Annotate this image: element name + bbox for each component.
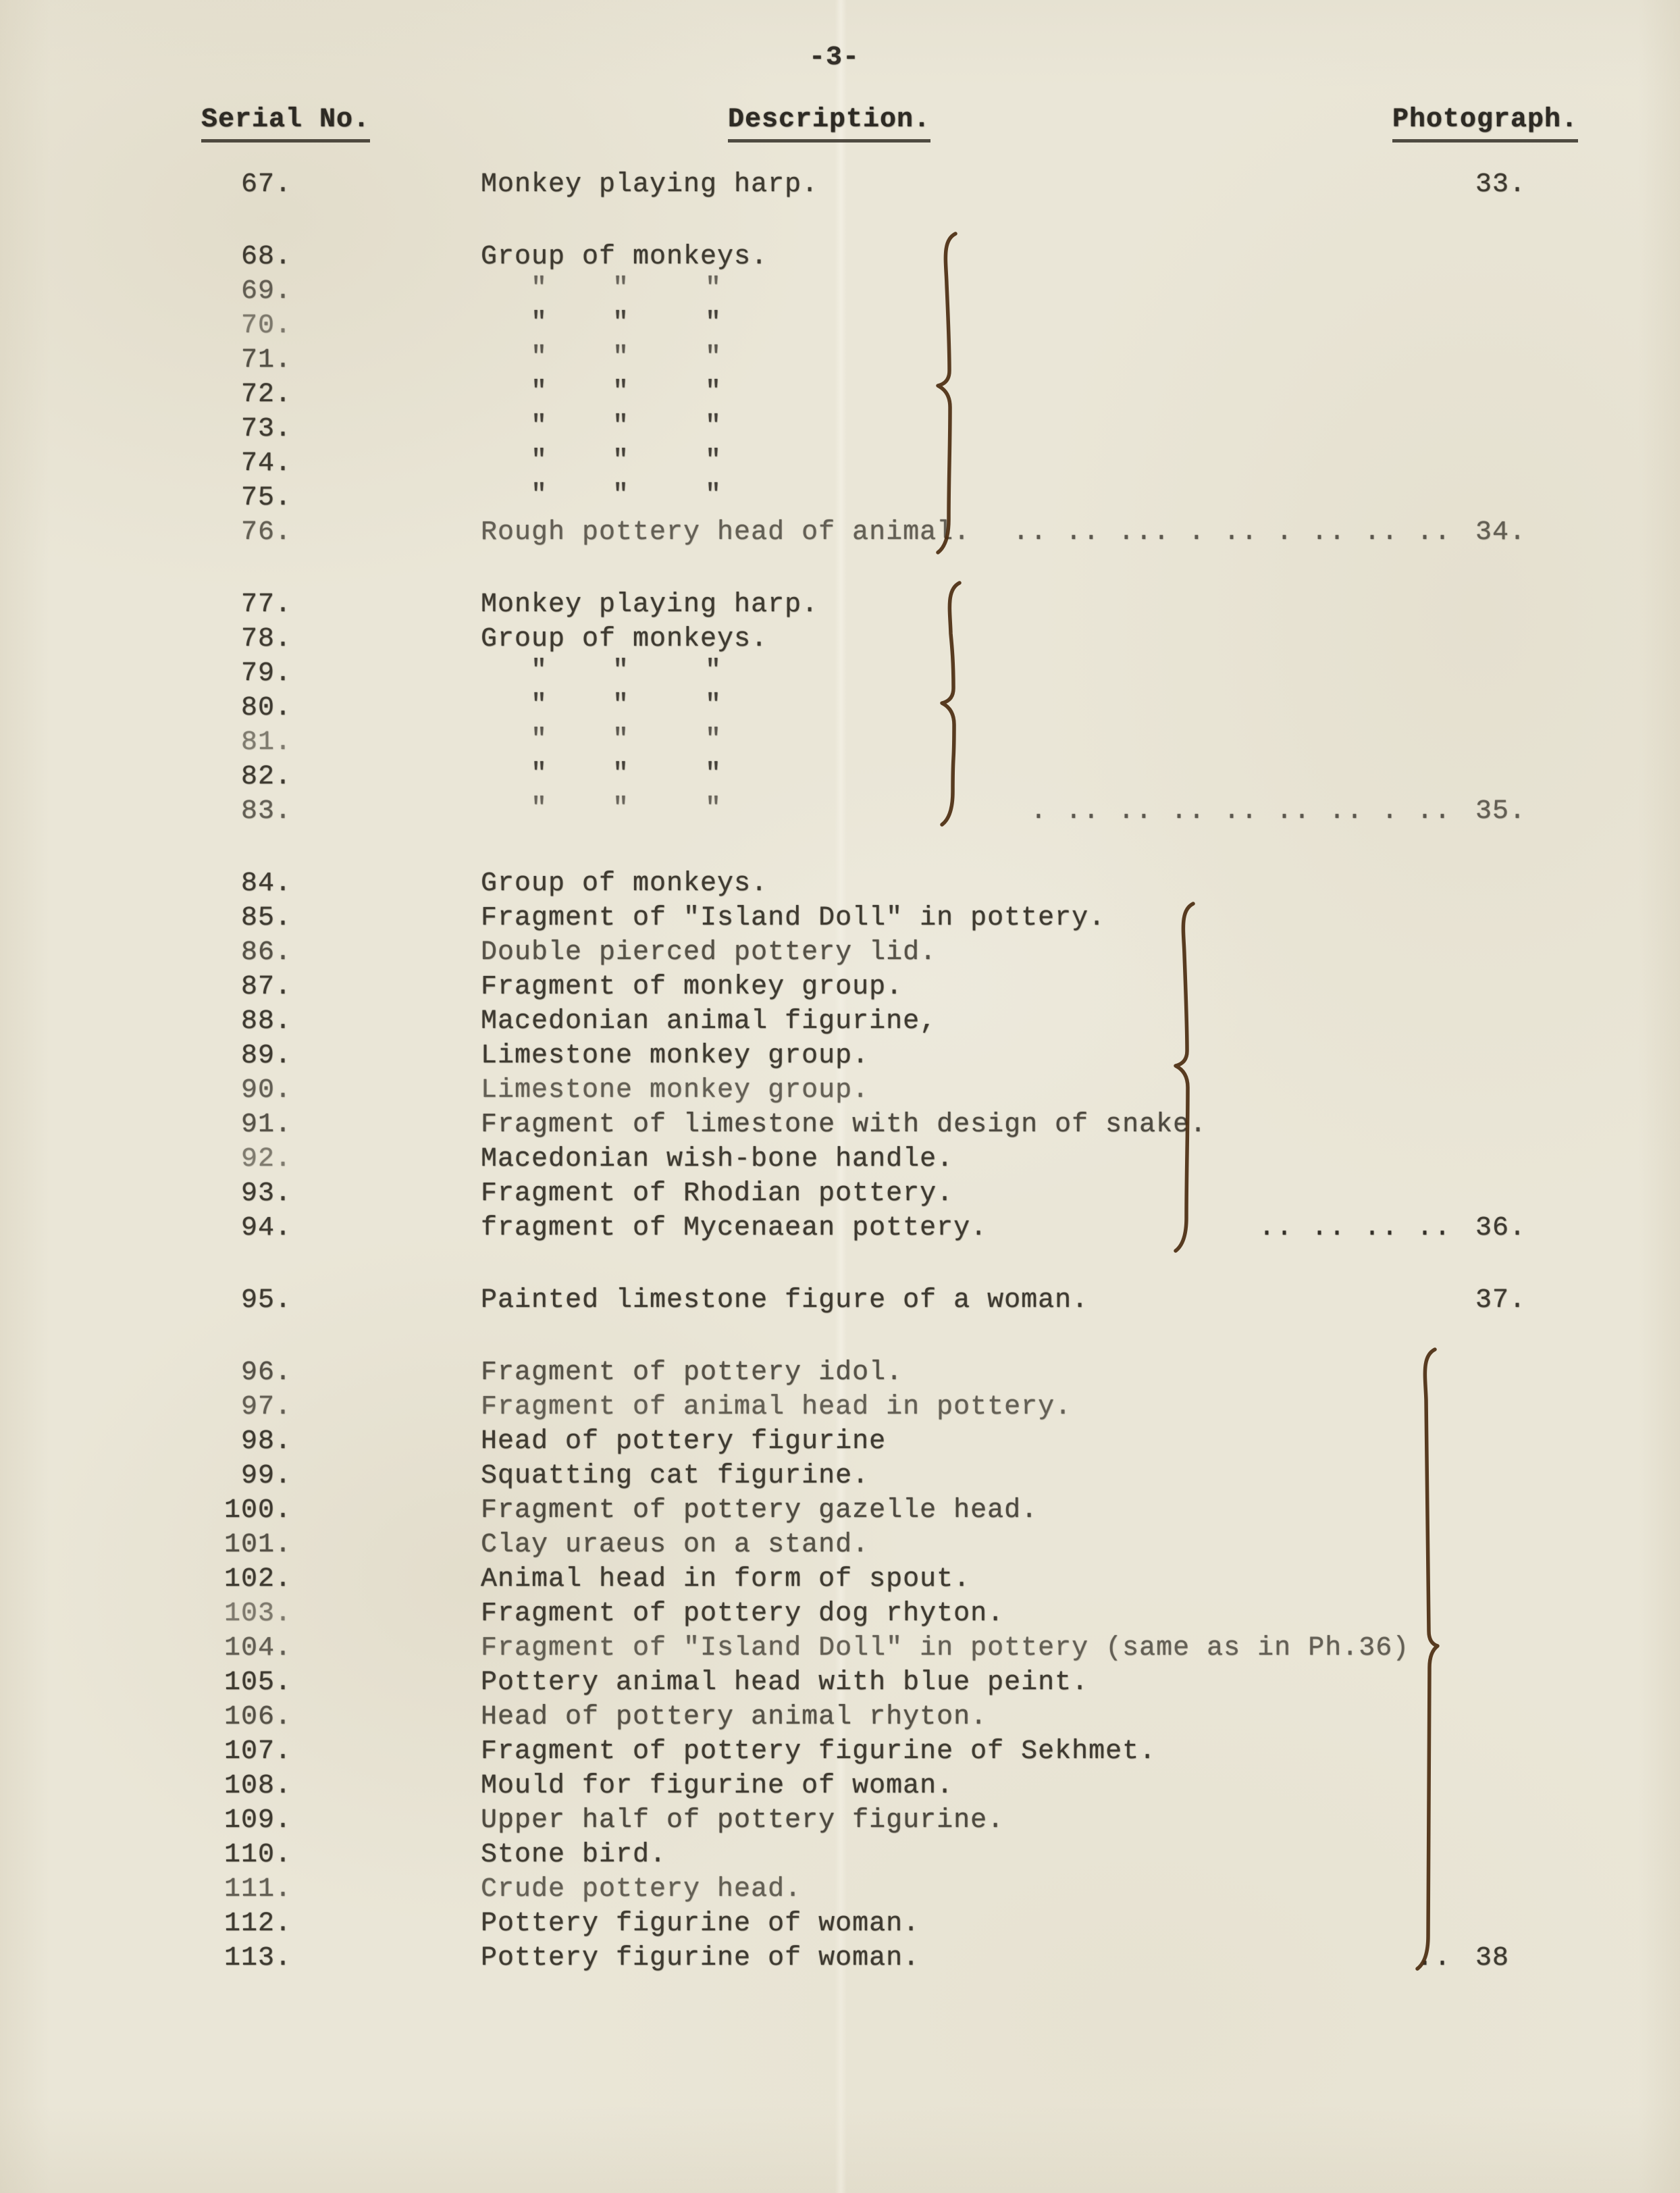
serial-cell: 78.: [240, 624, 292, 654]
serial-cell: 88.: [240, 1006, 292, 1037]
photograph-number-cell: 37.: [1475, 1285, 1527, 1316]
table-row: [0, 167, 1680, 202]
table-row: [0, 1424, 1680, 1459]
table-row: [0, 1459, 1680, 1493]
table-row: [0, 656, 1680, 691]
serial-cell: 98.: [240, 1426, 292, 1457]
ditto-mark: ": [531, 656, 548, 686]
description-cell: Clay uraeus on a stand.: [481, 1530, 870, 1560]
ditto-mark: ": [705, 725, 723, 755]
serial-cell: 70.: [240, 311, 292, 341]
serial-cell: 97.: [240, 1392, 292, 1422]
ditto-mark: ": [705, 794, 723, 824]
serial-cell: 91.: [240, 1110, 292, 1140]
serial-cell: 74.: [240, 448, 292, 479]
ditto-mark: ": [612, 274, 630, 304]
description-cell: Pottery figurine of woman.: [481, 1909, 920, 1939]
serial-cell: 100.: [224, 1495, 292, 1526]
serial-cell: 71.: [240, 345, 292, 376]
ditto-mark: ": [705, 411, 723, 442]
ditto-mark: ": [531, 377, 548, 407]
serial-cell: 81.: [240, 727, 292, 758]
ditto-mark: ": [705, 480, 723, 511]
table-row: [0, 343, 1680, 378]
table-row: [0, 1803, 1680, 1838]
table-row: [0, 515, 1680, 550]
ditto-mark: ": [612, 690, 630, 721]
description-cell: Group of monkeys.: [481, 624, 768, 654]
table-row: [0, 1108, 1680, 1142]
table-row: [0, 1073, 1680, 1108]
description-cell: Pottery figurine of woman.: [481, 1943, 920, 1973]
ditto-mark: ": [531, 274, 548, 304]
table-row: [0, 1004, 1680, 1039]
table-row: [0, 691, 1680, 725]
dotted-leader: . .. .. .. .. .. .. . ..: [1030, 796, 1452, 827]
table-row: [0, 588, 1680, 622]
serial-cell: 90.: [240, 1075, 292, 1106]
description-cell: Rough pottery head of animal.: [481, 517, 971, 548]
serial-cell: 82.: [240, 762, 292, 792]
serial-cell: 69.: [240, 276, 292, 307]
description-cell: Monkey playing harp.: [481, 590, 819, 620]
ditto-mark: ": [612, 411, 630, 442]
table-row: [0, 240, 1680, 274]
description-cell: Fragment of "Island Doll" in pottery.: [481, 903, 1106, 933]
ditto-mark: ": [612, 446, 630, 476]
serial-cell: 110.: [224, 1840, 292, 1870]
column-header-description: Description.: [728, 103, 930, 143]
description-cell: Fragment of monkey group.: [481, 972, 903, 1002]
serial-cell: 68.: [240, 242, 292, 272]
serial-cell: 106.: [224, 1702, 292, 1732]
dotted-leader: .. .. ... . .. . .. .. ..: [1012, 517, 1452, 548]
table-row: [0, 1941, 1680, 1976]
serial-cell: 85.: [240, 903, 292, 933]
serial-cell: 103.: [224, 1599, 292, 1629]
ditto-mark: ": [612, 794, 630, 824]
ditto-mark: ": [612, 342, 630, 373]
description-cell: Fragment of limestone with design of snake.: [481, 1110, 1207, 1140]
table-row: [0, 1872, 1680, 1907]
description-cell: Crude pottery head.: [481, 1874, 802, 1905]
table-row: [0, 1142, 1680, 1177]
description-cell: Animal head in form of spout.: [481, 1564, 971, 1595]
ditto-mark: ": [705, 446, 723, 476]
ditto-mark: ": [531, 725, 548, 755]
description-cell: Head of pottery animal rhyton.: [481, 1702, 988, 1732]
table-row: [0, 412, 1680, 446]
description-cell: Limestone monkey group.: [481, 1075, 870, 1106]
description-cell: Group of monkeys.: [481, 242, 768, 272]
table-row: [0, 1907, 1680, 1941]
ditto-mark: ": [531, 690, 548, 721]
table-row: [0, 725, 1680, 760]
description-cell: Macedonian wish-bone handle.: [481, 1144, 954, 1175]
table-row: [0, 1283, 1680, 1318]
serial-cell: 79.: [240, 659, 292, 689]
ditto-mark: ": [612, 480, 630, 511]
description-cell: Mould for figurine of woman.: [481, 1771, 954, 1801]
description-cell: Upper half of pottery figurine.: [481, 1805, 1005, 1836]
ditto-mark: ": [705, 308, 723, 338]
ditto-mark: ": [612, 308, 630, 338]
ditto-mark: ": [531, 480, 548, 511]
description-cell: Fragment of pottery gazelle head.: [481, 1495, 1039, 1526]
table-row: [0, 970, 1680, 1004]
description-cell: Group of monkeys.: [481, 869, 768, 899]
description-cell: Fragment of pottery dog rhyton.: [481, 1599, 1005, 1629]
serial-cell: 67.: [240, 170, 292, 200]
ditto-mark: ": [612, 377, 630, 407]
serial-cell: 93.: [240, 1179, 292, 1209]
page-number: -3-: [809, 43, 860, 73]
serial-cell: 84.: [240, 869, 292, 899]
table-row: [0, 1039, 1680, 1073]
serial-cell: 107.: [224, 1736, 292, 1767]
ditto-mark: ": [612, 725, 630, 755]
ditto-mark: ": [705, 377, 723, 407]
table-row: [0, 1700, 1680, 1734]
description-cell: fragment of Mycenaean pottery.: [481, 1213, 988, 1243]
serial-cell: 72.: [240, 380, 292, 410]
ditto-mark: ": [705, 690, 723, 721]
table-row: [0, 1666, 1680, 1700]
ditto-mark: ": [705, 656, 723, 686]
table-row: [0, 935, 1680, 970]
description-cell: Fragment of pottery idol.: [481, 1358, 903, 1388]
serial-cell: 89.: [240, 1041, 292, 1071]
table-row: [0, 794, 1680, 829]
table-row: [0, 1838, 1680, 1872]
table-row: [0, 1211, 1680, 1245]
ditto-mark: ": [531, 794, 548, 824]
ditto-mark: ": [705, 342, 723, 373]
table-row: [0, 274, 1680, 309]
table-row: [0, 309, 1680, 343]
ditto-mark: ": [531, 342, 548, 373]
photograph-number-cell: 34.: [1475, 517, 1527, 548]
description-cell: Fragment of animal head in pottery.: [481, 1392, 1072, 1422]
table-row: [0, 1390, 1680, 1424]
serial-cell: 101.: [224, 1530, 292, 1560]
description-cell: Limestone monkey group.: [481, 1041, 870, 1071]
description-cell: Monkey playing harp.: [481, 170, 819, 200]
table-row: [0, 1631, 1680, 1666]
serial-cell: 94.: [240, 1213, 292, 1243]
ditto-mark: ": [531, 759, 548, 790]
serial-cell: 87.: [240, 972, 292, 1002]
table-row: [0, 481, 1680, 515]
table-row: [0, 446, 1680, 481]
ditto-mark: ": [612, 759, 630, 790]
photograph-number-cell: 35.: [1475, 796, 1527, 827]
description-cell: Fragment of Rhodian pottery.: [481, 1179, 954, 1209]
serial-cell: 99.: [240, 1461, 292, 1491]
description-cell: Fragment of "Island Doll" in pottery (same as in Ph.36): [481, 1633, 1410, 1663]
column-header-photograph: Photograph.: [1392, 103, 1578, 143]
description-cell: Squatting cat figurine.: [481, 1461, 870, 1491]
serial-cell: 77.: [240, 590, 292, 620]
table-row: [0, 1597, 1680, 1631]
serial-cell: 102.: [224, 1564, 292, 1595]
table-row: [0, 1528, 1680, 1562]
serial-cell: 80.: [240, 693, 292, 723]
serial-cell: 111.: [224, 1874, 292, 1905]
table-row: [0, 1177, 1680, 1211]
description-cell: Double pierced pottery lid.: [481, 937, 937, 968]
description-cell: Fragment of pottery figurine of Sekhmet.: [481, 1736, 1157, 1767]
table-row: [0, 760, 1680, 794]
table-row: [0, 378, 1680, 412]
serial-cell: 104.: [224, 1633, 292, 1663]
table-row: [0, 1734, 1680, 1769]
serial-cell: 75.: [240, 483, 292, 513]
dotted-leader: .. .. .. ..: [1258, 1213, 1452, 1243]
photograph-number-cell: 36.: [1475, 1213, 1527, 1243]
ditto-mark: ": [612, 656, 630, 686]
ditto-mark: ": [705, 759, 723, 790]
serial-cell: 73.: [240, 414, 292, 444]
description-cell: Stone bird.: [481, 1840, 667, 1870]
serial-cell: 113.: [224, 1943, 292, 1973]
description-cell: Pottery animal head with blue peint.: [481, 1668, 1089, 1698]
table-row: [0, 1356, 1680, 1390]
serial-cell: 92.: [240, 1144, 292, 1175]
serial-cell: 108.: [224, 1771, 292, 1801]
serial-cell: 95.: [240, 1285, 292, 1316]
serial-cell: 112.: [224, 1909, 292, 1939]
table-row: [0, 1769, 1680, 1803]
column-header-serial-no: Serial No.: [201, 103, 370, 143]
serial-cell: 109.: [224, 1805, 292, 1836]
serial-cell: 86.: [240, 937, 292, 968]
table-row: [0, 622, 1680, 656]
description-cell: Painted limestone figure of a woman.: [481, 1285, 1089, 1316]
table-row: [0, 867, 1680, 901]
serial-cell: 96.: [240, 1358, 292, 1388]
table-row: [0, 901, 1680, 935]
serial-cell: 83.: [240, 796, 292, 827]
ditto-mark: ": [531, 411, 548, 442]
serial-cell: 76.: [240, 517, 292, 548]
ditto-mark: ": [705, 274, 723, 304]
ditto-mark: ": [531, 446, 548, 476]
description-cell: Macedonian animal figurine,: [481, 1006, 937, 1037]
serial-cell: 105.: [224, 1668, 292, 1698]
ditto-mark: ": [531, 308, 548, 338]
table-row: [0, 1493, 1680, 1528]
photograph-number-cell: 38: [1475, 1943, 1510, 1973]
description-cell: Head of pottery figurine: [481, 1426, 887, 1457]
table-row: [0, 1562, 1680, 1597]
dotted-leader: ..: [1416, 1943, 1452, 1973]
photograph-number-cell: 33.: [1475, 170, 1527, 200]
